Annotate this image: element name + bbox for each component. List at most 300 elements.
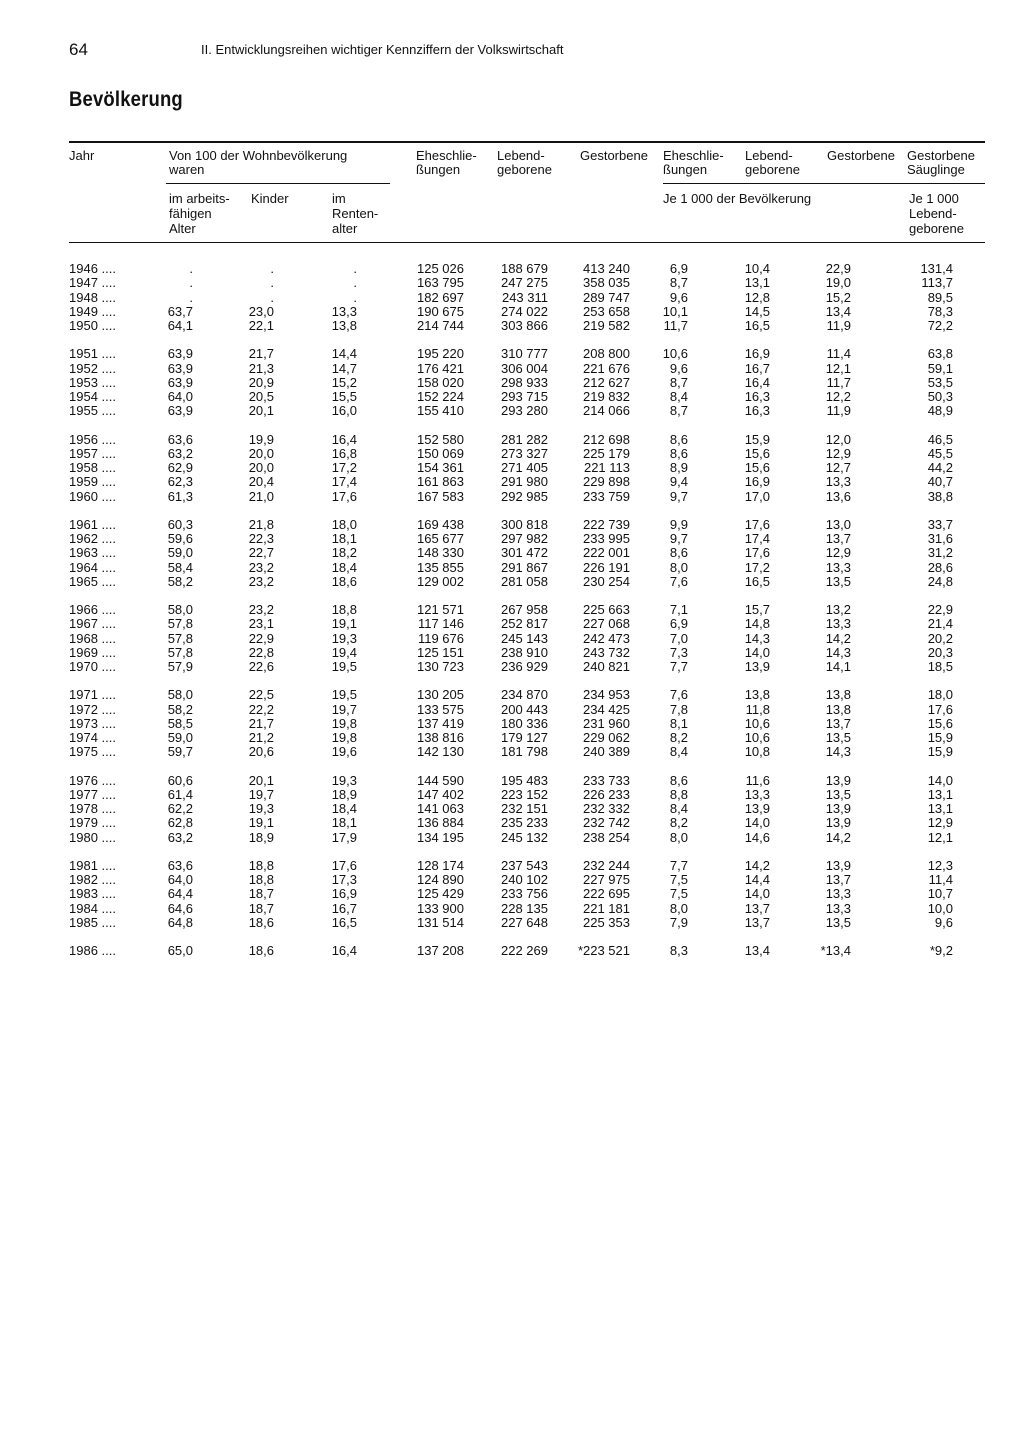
cell-eheschliessungen-rate: 7,5 [669,872,688,887]
cell-arbeitsalter: 58,5 [167,715,193,731]
cell-saeuglinge-rate: 10,0 [927,900,953,916]
cell-lebendgeborene-rate: 17,0 [744,488,770,504]
cell-arbeitsalter: 57,8 [167,630,193,646]
cell-lebendgeborene-rate: 13,7 [744,900,770,916]
cell-saeuglinge-rate: 113,7 [921,275,953,291]
cell-gestorbene-rate: 14,2 [825,630,851,646]
cell-lebendgeborene: 200 443 [501,701,548,717]
cell-lebendgeborene-rate: 16,4 [744,374,770,390]
cell-year: 1973 .... [69,715,116,731]
cell-arbeitsalter: 64,1 [167,318,193,333]
cell-gestorbene: 413 240 [583,261,630,276]
cell-rentenalter: 14,4 [331,346,357,362]
cell-gestorbene: 231 960 [583,715,630,731]
header-rentenalter-1: im [332,191,346,206]
cell-rentenalter: 13,8 [331,318,357,333]
cell-eheschliessungen: 190 675 [417,303,464,319]
cell-saeuglinge-rate: 13,1 [927,801,953,816]
cell-saeuglinge-rate: 72,2 [927,318,953,333]
cell-year: 1960 .... [69,488,116,504]
cell-lebendgeborene-rate: 14,2 [744,857,770,873]
cell-lebendgeborene-rate: 16,9 [744,474,770,490]
cell-rentenalter: 18,0 [331,516,357,532]
cell-gestorbene: 214 066 [583,403,630,419]
cell-lebendgeborene: 188 679 [501,261,548,276]
cell-gestorbene-rate: *13,4 [820,943,851,958]
cell-lebendgeborene: 236 929 [501,659,548,674]
cell-eheschliessungen-rate: 7,9 [669,914,688,930]
cell-saeuglinge-rate: 10,7 [927,886,953,902]
cell-gestorbene: 208 800 [583,346,630,362]
cell-lebendgeborene-rate: 14,6 [744,829,770,845]
cell-saeuglinge-rate: 59,1 [927,360,953,376]
cell-eheschliessungen-rate: 8,4 [669,389,688,404]
cell-arbeitsalter: . [189,289,193,305]
cell-lebendgeborene: 228 135 [501,900,548,916]
cell-kinder: 21,7 [248,346,274,362]
cell-gestorbene-rate: 12,9 [825,445,851,461]
cell-lebendgeborene-rate: 14,0 [744,644,770,660]
cell-year: 1971 .... [69,687,116,703]
cell-gestorbene-rate: 22,9 [825,261,851,276]
cell-arbeitsalter: . [189,275,193,291]
cell-lebendgeborene: 303 866 [501,318,548,333]
cell-rentenalter: 17,3 [331,872,357,887]
cell-gestorbene-rate: 13,8 [825,687,851,703]
cell-eheschliessungen: 141 063 [417,801,464,816]
cell-eheschliessungen: 176 421 [417,360,464,376]
cell-eheschliessungen: 133 900 [417,900,464,916]
cell-year: 1949 .... [69,303,116,319]
cell-gestorbene-rate: 13,5 [825,573,851,589]
cell-gestorbene: 229 898 [583,474,630,490]
cell-lebendgeborene: 180 336 [501,715,548,731]
header-kinder: Kinder [251,191,289,206]
cell-rentenalter: . [353,289,357,305]
cell-arbeitsalter: 58,2 [167,573,193,589]
cell-gestorbene: 212 698 [583,431,630,447]
cell-rentenalter: 18,1 [331,815,357,831]
cell-kinder: 23,2 [248,559,274,575]
cell-kinder: 22,8 [248,644,274,660]
header-lebendgeborene-rate-2: geborene [745,162,800,177]
cell-lebendgeborene: 281 058 [501,573,548,589]
cell-eheschliessungen: 137 208 [417,943,464,958]
cell-lebendgeborene: 243 311 [501,289,548,305]
cell-lebendgeborene: 245 143 [501,630,548,646]
cell-gestorbene: 242 473 [583,630,630,646]
cell-kinder: 21,7 [248,715,274,731]
cell-kinder: 22,9 [248,630,274,646]
cell-rentenalter: 18,1 [331,531,357,546]
cell-gestorbene-rate: 14,2 [825,829,851,845]
cell-year: 1981 .... [69,857,116,873]
cell-gestorbene-rate: 13,5 [825,914,851,930]
header-rentenalter-2: Renten- [332,206,379,221]
header-arbeitsfaehig-1: im arbeits- [169,191,230,206]
cell-eheschliessungen: 125 026 [417,261,464,276]
cell-arbeitsalter: 59,6 [167,531,193,546]
cell-rentenalter: 19,3 [331,630,357,646]
cell-lebendgeborene-rate: 10,4 [744,261,770,276]
cell-lebendgeborene: 227 648 [501,914,548,930]
cell-kinder: . [270,275,274,291]
cell-gestorbene-rate: 13,9 [825,857,851,873]
cell-gestorbene-rate: 13,4 [825,303,851,319]
cell-gestorbene-rate: 11,9 [826,318,851,333]
cell-gestorbene-rate: 13,3 [825,474,851,490]
header-eheschliessungen-rate-2: ßungen [663,162,708,177]
cell-gestorbene: 253 658 [583,303,630,319]
cell-gestorbene: 222 001 [583,545,630,561]
cell-gestorbene: 238 254 [583,829,630,845]
header-je-1000-lebendgeborene-1: Je 1 000 [909,191,959,206]
cell-arbeitsalter: 64,0 [167,872,193,887]
cell-rentenalter: 18,2 [331,545,357,561]
cell-lebendgeborene: 291 980 [501,474,548,490]
cell-arbeitsalter: 63,2 [167,445,193,461]
cell-year: 1976 .... [69,772,116,788]
cell-gestorbene-rate: 13,9 [825,801,851,816]
cell-arbeitsalter: 57,8 [167,616,193,632]
cell-lebendgeborene: 291 867 [501,559,548,575]
cell-lebendgeborene-rate: 17,2 [744,559,770,575]
cell-lebendgeborene-rate: 14,0 [744,815,770,831]
cell-year: 1982 .... [69,872,116,887]
cell-rentenalter: 15,2 [331,374,357,390]
cell-gestorbene: 234 953 [583,687,630,703]
cell-arbeitsalter: 63,9 [167,360,193,376]
cell-lebendgeborene-rate: 14,8 [744,616,770,632]
cell-kinder: 19,3 [248,801,274,816]
cell-saeuglinge-rate: 21,4 [927,616,953,632]
cell-gestorbene: *223 521 [577,943,630,958]
cell-gestorbene-rate: 13,0 [825,516,851,532]
cell-eheschliessungen-rate: 8,1 [669,715,688,731]
cell-kinder: 20,6 [248,744,274,760]
cell-kinder: 23,1 [248,616,274,632]
cell-eheschliessungen: 182 697 [417,289,464,305]
cell-year: 1957 .... [69,445,116,461]
cell-lebendgeborene: 310 777 [501,346,548,362]
cell-rentenalter: 19,5 [331,687,357,703]
cell-kinder: 18,8 [248,857,274,873]
cell-eheschliessungen: 117 146 [417,616,464,632]
cell-lebendgeborene: 247 275 [501,275,548,291]
cell-lebendgeborene: 237 543 [501,857,548,873]
cell-lebendgeborene: 306 004 [501,360,548,376]
cell-gestorbene: 240 821 [583,659,630,674]
cell-eheschliessungen: 125 429 [417,886,464,902]
cell-gestorbene-rate: 13,7 [825,715,851,731]
cell-eheschliessungen-rate: 7,6 [669,687,688,703]
cell-lebendgeborene-rate: 13,3 [744,786,770,802]
cell-arbeitsalter: 63,9 [167,403,193,419]
cell-kinder: 23,0 [248,303,274,319]
cell-rentenalter: 18,9 [331,786,357,802]
cell-saeuglinge-rate: 31,6 [927,531,953,546]
header-gestorbene: Gestorbene [580,148,648,163]
cell-eheschliessungen-rate: 6,9 [669,261,688,276]
cell-year: 1977 .... [69,786,116,802]
cell-eheschliessungen-rate: 8,4 [669,801,688,816]
cell-lebendgeborene-rate: 14,0 [744,886,770,902]
cell-saeuglinge-rate: 24,8 [927,573,953,589]
cell-saeuglinge-rate: 13,1 [927,786,953,802]
cell-arbeitsalter: 57,8 [167,644,193,660]
cell-eheschliessungen-rate: 7,0 [669,630,688,646]
cell-gestorbene-rate: 11,4 [826,346,851,362]
cell-eheschliessungen-rate: 8,7 [669,374,688,390]
cell-rentenalter: . [353,261,357,276]
cell-arbeitsalter: 58,2 [167,701,193,717]
cell-lebendgeborene-rate: 13,1 [744,275,770,291]
cell-lebendgeborene-rate: 12,8 [744,289,770,305]
cell-gestorbene: 232 244 [583,857,630,873]
cell-gestorbene-rate: 13,2 [825,602,851,617]
cell-eheschliessungen-rate: 8,9 [669,460,688,475]
cell-lebendgeborene-rate: 17,4 [744,531,770,546]
cell-year: 1963 .... [69,545,116,561]
cell-arbeitsalter: 59,7 [167,744,193,760]
cell-lebendgeborene-rate: 10,8 [744,744,770,760]
cell-rentenalter: 19,6 [331,744,357,760]
cell-saeuglinge-rate: 33,7 [927,516,953,532]
header-je-1000-bevoelkerung: Je 1 000 der Bevölkerung [663,191,812,206]
cell-rentenalter: 19,3 [331,772,357,788]
cell-eheschliessungen-rate: 9,7 [669,488,688,504]
cell-eheschliessungen-rate: 8,0 [669,559,688,575]
cell-saeuglinge-rate: 40,7 [927,474,953,490]
cell-eheschliessungen-rate: 7,8 [669,701,688,717]
cell-arbeitsalter: 58,0 [167,602,193,617]
cell-rentenalter: 16,4 [331,431,357,447]
cell-saeuglinge-rate: 50,3 [927,389,953,404]
cell-eheschliessungen-rate: 7,5 [669,886,688,902]
cell-kinder: 20,1 [248,772,274,788]
cell-gestorbene: 225 353 [583,914,630,930]
cell-eheschliessungen-rate: 10,6 [662,346,688,362]
cell-year: 1967 .... [69,616,116,632]
cell-arbeitsalter: 62,3 [167,474,193,490]
cell-eheschliessungen: 144 590 [417,772,464,788]
cell-lebendgeborene: 195 483 [501,772,548,788]
cell-lebendgeborene-rate: 14,3 [744,630,770,646]
header-lebendgeborene-2: geborene [497,162,552,177]
cell-lebendgeborene: 301 472 [501,545,548,561]
cell-eheschliessungen-rate: 11,7 [663,318,688,333]
cell-kinder: 20,5 [248,389,274,404]
cell-rentenalter: 18,6 [331,573,357,589]
cell-eheschliessungen-rate: 7,3 [669,644,688,660]
cell-saeuglinge-rate: 31,2 [927,545,953,561]
cell-arbeitsalter: 63,7 [167,303,193,319]
cell-lebendgeborene-rate: 15,6 [744,460,770,475]
cell-eheschliessungen-rate: 8,6 [669,545,688,561]
cell-kinder: 18,9 [248,829,274,845]
cell-year: 1974 .... [69,730,116,745]
cell-arbeitsalter: 63,6 [167,431,193,447]
cell-gestorbene-rate: 13,3 [825,900,851,916]
cell-lebendgeborene: 222 269 [501,943,548,958]
header-eheschliessungen-2: ßungen [416,162,461,177]
cell-gestorbene: 227 975 [583,872,630,887]
cell-gestorbene: 233 995 [583,531,630,546]
cell-gestorbene: 229 062 [583,730,630,745]
header-je-1000-lebendgeborene-2: Lebend- [909,206,957,221]
cell-saeuglinge-rate: 78,3 [927,303,953,319]
cell-lebendgeborene-rate: 17,6 [744,516,770,532]
cell-year: 1952 .... [69,360,116,376]
cell-eheschliessungen: 150 069 [417,445,464,461]
cell-eheschliessungen-rate: 8,6 [669,431,688,447]
cell-kinder: 20,4 [248,474,274,490]
cell-rentenalter: 18,8 [331,602,357,617]
cell-rentenalter: 16,5 [331,914,357,930]
cell-eheschliessungen: 136 884 [417,815,464,831]
cell-lebendgeborene: 297 982 [501,531,548,546]
cell-year: 1951 .... [69,346,116,362]
cell-lebendgeborene: 233 756 [501,886,548,902]
cell-year: 1953 .... [69,374,116,390]
cell-gestorbene: 221 181 [583,900,630,916]
cell-kinder: 18,6 [248,914,274,930]
running-head: II. Entwicklungsreihen wichtiger Kennziffern der Volkswirtschaft [201,42,564,57]
cell-kinder: 21,8 [248,516,274,532]
cell-eheschliessungen: 155 410 [417,403,464,419]
cell-gestorbene: 226 191 [583,559,630,575]
cell-gestorbene-rate: 13,9 [825,772,851,788]
cell-kinder: 22,5 [248,687,274,703]
cell-saeuglinge-rate: 11,4 [928,872,953,887]
cell-arbeitsalter: 58,4 [167,559,193,575]
cell-eheschliessungen: 137 419 [417,715,464,731]
cell-year: 1983 .... [69,886,116,902]
cell-rentenalter: 17,2 [331,460,357,475]
cell-kinder: 21,2 [248,730,274,745]
cell-eheschliessungen-rate: 8,2 [669,815,688,831]
cell-arbeitsalter: 62,2 [167,801,193,816]
cell-lebendgeborene: 281 282 [501,431,548,447]
cell-arbeitsalter: 61,4 [167,786,193,802]
cell-gestorbene: 230 254 [583,573,630,589]
cell-eheschliessungen: 121 571 [417,602,464,617]
header-lebendgeborene-rate-1: Lebend- [745,148,793,163]
cell-year: 1979 .... [69,815,116,831]
cell-gestorbene: 221 113 [583,460,630,475]
cell-year: 1958 .... [69,460,116,475]
cell-eheschliessungen-rate: 8,0 [669,900,688,916]
cell-eheschliessungen-rate: 9,6 [669,360,688,376]
cell-gestorbene: 222 695 [583,886,630,902]
cell-rentenalter: 14,7 [331,360,357,376]
header-lebendgeborene-1: Lebend- [497,148,545,163]
cell-saeuglinge-rate: 48,9 [927,403,953,419]
cell-gestorbene: 240 389 [583,744,630,760]
cell-lebendgeborene: 273 327 [501,445,548,461]
cell-lebendgeborene-rate: 17,6 [744,545,770,561]
cell-year: 1946 .... [69,261,116,276]
cell-eheschliessungen-rate: 8,7 [669,403,688,419]
cell-arbeitsalter: 60,6 [167,772,193,788]
cell-lebendgeborene-rate: 11,6 [745,772,770,788]
cell-kinder: 20,0 [248,445,274,461]
page-number: 64 [69,40,88,59]
cell-eheschliessungen-rate: 9,4 [669,474,688,490]
cell-year: 1950 .... [69,318,116,333]
cell-arbeitsalter: . [189,261,193,276]
cell-lebendgeborene-rate: 13,8 [744,687,770,703]
cell-rentenalter: 19,4 [331,644,357,660]
cell-kinder: 19,9 [248,431,274,447]
cell-gestorbene-rate: 14,1 [825,659,851,674]
cell-gestorbene: 225 663 [583,602,630,617]
cell-gestorbene-rate: 12,0 [825,431,851,447]
cell-year: 1966 .... [69,602,116,617]
header-gestorbene-rate: Gestorbene [827,148,895,163]
cell-saeuglinge-rate: 46,5 [927,431,953,447]
cell-lebendgeborene: 235 233 [501,815,548,831]
cell-arbeitsalter: 65,0 [167,943,193,958]
cell-rentenalter: 15,5 [331,389,357,404]
cell-eheschliessungen: 214 744 [417,318,464,333]
cell-gestorbene-rate: 12,9 [825,545,851,561]
cell-lebendgeborene: 252 817 [501,616,548,632]
cell-gestorbene-rate: 13,3 [825,616,851,632]
cell-lebendgeborene-rate: 15,7 [744,602,770,617]
cell-rentenalter: 17,6 [331,488,357,504]
cell-saeuglinge-rate: 15,9 [927,744,953,760]
cell-arbeitsalter: 62,8 [167,815,193,831]
cell-gestorbene-rate: 13,7 [825,872,851,887]
cell-gestorbene: 221 676 [583,360,630,376]
cell-lebendgeborene-rate: 16,5 [744,318,770,333]
cell-lebendgeborene-rate: 13,7 [744,914,770,930]
cell-gestorbene: 232 332 [583,801,630,816]
cell-kinder: 21,0 [248,488,274,504]
cell-year: 1947 .... [69,275,116,291]
cell-year: 1970 .... [69,659,116,674]
cell-kinder: . [270,261,274,276]
cell-year: 1968 .... [69,630,116,646]
cell-year: 1954 .... [69,389,116,404]
cell-lebendgeborene: 293 715 [501,389,548,404]
cell-year: 1986 .... [69,943,116,958]
cell-lebendgeborene: 240 102 [501,872,548,887]
cell-year: 1969 .... [69,644,116,660]
cell-lebendgeborene: 298 933 [501,374,548,390]
cell-kinder: 20,9 [248,374,274,390]
cell-saeuglinge-rate: 131,4 [920,261,953,276]
header-saeuglinge-2: Säuglinge [907,162,965,177]
cell-eheschliessungen: 138 816 [417,730,464,745]
cell-year: 1956 .... [69,431,116,447]
cell-saeuglinge-rate: 12,9 [927,815,953,831]
cell-kinder: 23,2 [248,602,274,617]
cell-kinder: 23,2 [248,573,274,589]
cell-eheschliessungen-rate: 8,6 [669,772,688,788]
cell-lebendgeborene-rate: 11,8 [745,701,770,717]
cell-kinder: 22,6 [248,659,274,674]
cell-lebendgeborene-rate: 10,6 [744,730,770,745]
cell-lebendgeborene-rate: 16,9 [744,346,770,362]
header-arbeitsfaehig-2: fähigen [169,206,212,221]
cell-arbeitsalter: 64,0 [167,389,193,404]
cell-rentenalter: 16,8 [331,445,357,461]
cell-year: 1955 .... [69,403,116,419]
cell-saeuglinge-rate: *9,2 [929,943,953,958]
cell-kinder: . [270,289,274,305]
